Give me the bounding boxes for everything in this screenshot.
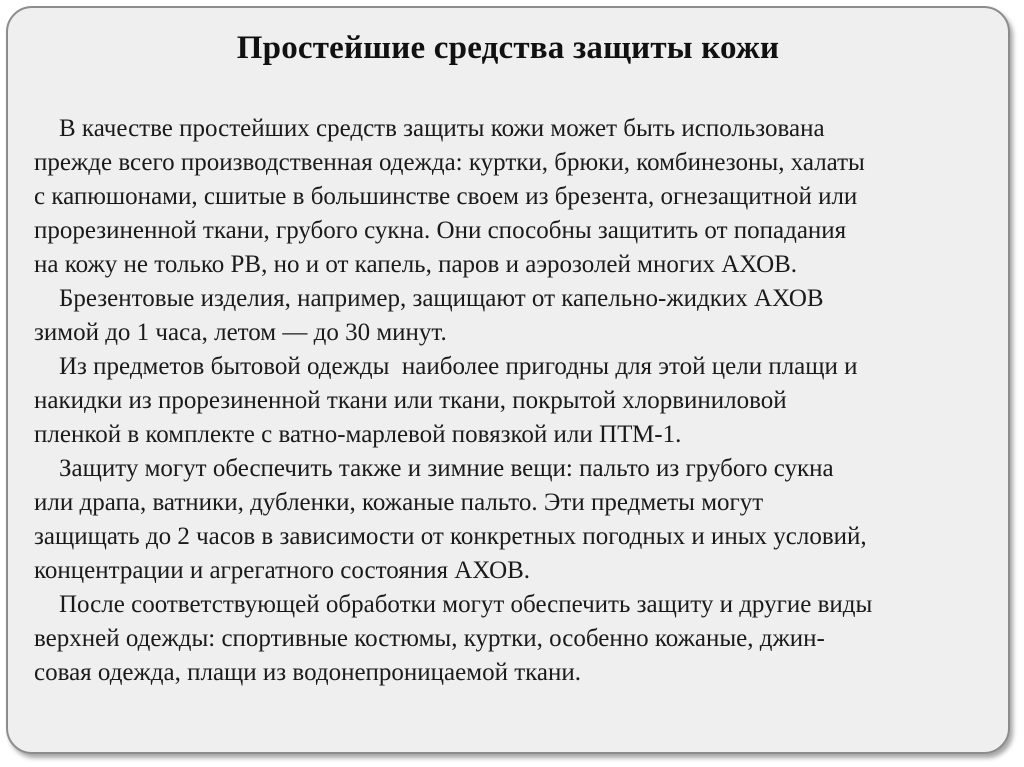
text-line: прорезиненной ткани, грубого сукна. Они способны защитить от попадания — [34, 217, 847, 244]
text-line: или драпа, ватники, дубленки, кожаные пальто. Эти предметы могут — [34, 489, 764, 516]
slide-frame — [6, 6, 1010, 754]
text-line: Брезентовые изделия, например, защищают от капельно-жидких АХОВ — [34, 285, 824, 312]
text-line: зимой до 1 часа, летом — до 30 минут. — [34, 319, 447, 346]
text-line: Защиту могут обеспечить также и зимние вещи: пальто из грубого сукна — [34, 455, 834, 482]
text-line: После соответствующей обработки могут обеспечить защиту и другие виды — [34, 591, 873, 618]
slide-body-text — [34, 112, 984, 690]
text-line: В качестве простейших средств защиты кожи может быть использована — [34, 115, 825, 142]
text-line: на кожу не только РВ, но и от капель, паров и аэрозолей многих АХОВ. — [34, 251, 798, 278]
text-line: с капюшонами, сшитые в большинстве своем из брезента, огнезащитной или — [34, 183, 858, 210]
text-line: концентрации и агрегатного состояния АХОВ. — [34, 557, 531, 584]
text-line: пленкой в комплекте с ватно-марлевой повязкой или ПТМ-1. — [34, 421, 682, 448]
slide-title: Простейшие средства защиты кожи — [236, 30, 780, 66]
text-line: защищать до 2 часов в зависимости от конкретных погодных и иных условий, — [34, 523, 867, 550]
text-line: накидки из прорезиненной ткани или ткани, покрытой хлорвиниловой — [34, 387, 787, 414]
text-line: прежде всего производственная одежда: куртки, брюки, комбинезоны, халаты — [34, 149, 865, 176]
text-line: верхней одежды: спортивные костюмы, куртки, особенно кожаные, джин- — [34, 625, 825, 652]
text-line: совая одежда, плащи из водонепроницаемой ткани. — [34, 659, 581, 686]
text-line: Из предметов бытовой одежды наиболее пригодны для этой цели плащи и — [34, 353, 858, 380]
